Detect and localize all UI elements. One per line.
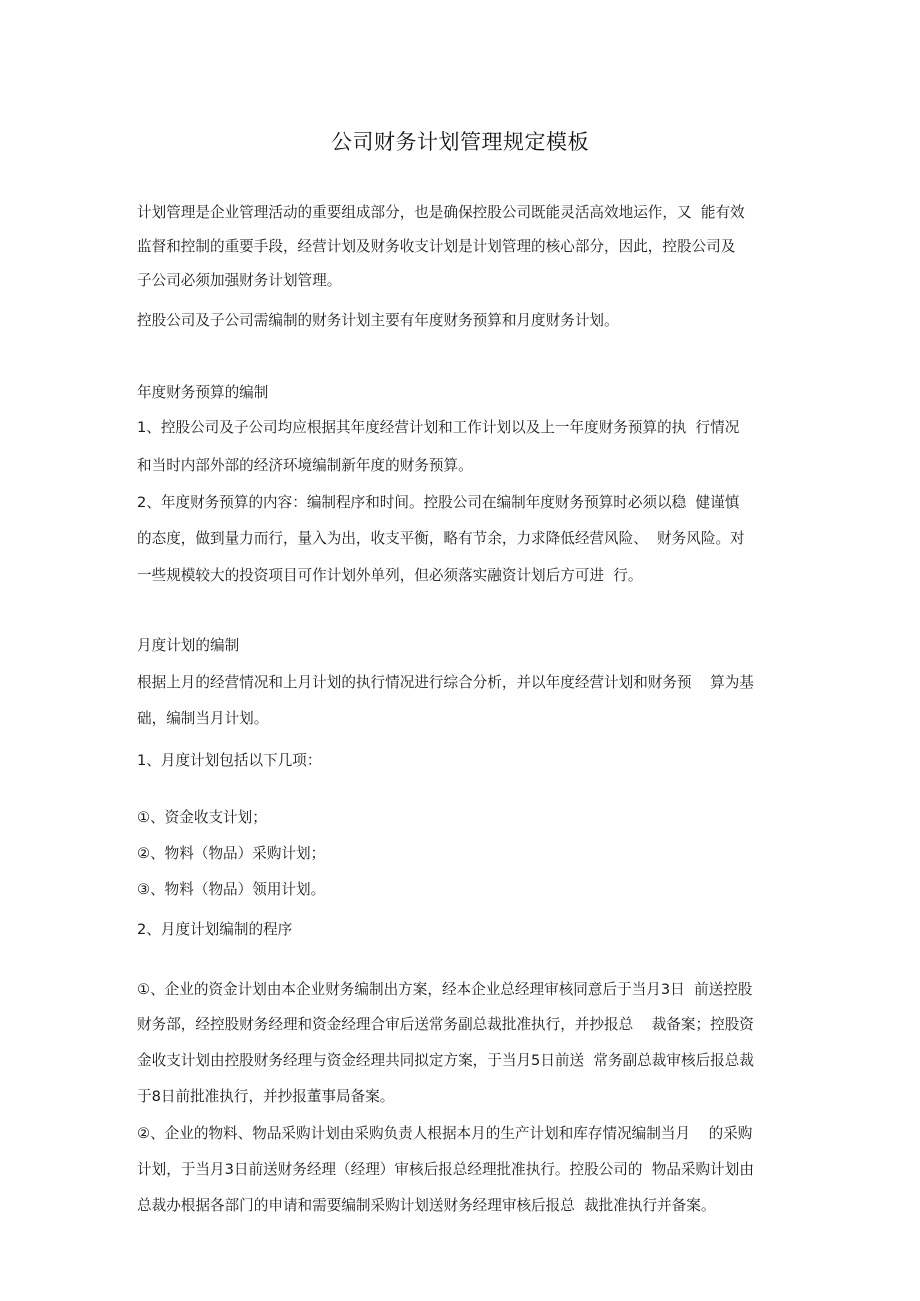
paragraph-line: 总裁办根据各部门的申请和需要编制采购计划送财务经理审核后报总 裁批准执行并备案。 (137, 1197, 716, 1214)
paragraph-line: 根据上月的经营情况和上月计划的执行情况进行综合分析，并以年度经营计划和财务预 算为基 (137, 674, 754, 691)
paragraph-line: 金收支计划由控股财务经理与资金经理共同拟定方案，于当月5日前送 常务副总裁审核后报总裁 (137, 1052, 754, 1069)
paragraph-line: 一些规模较大的投资项目可作计划外单列，但必须落实融资计划后方可进 行。 (137, 567, 643, 584)
paragraph-line: 1、控股公司及子公司均应根据其年度经营计划和工作计划以及上一年度财务预算的执 行情况 (137, 419, 740, 436)
list-heading: 2、月度计划编制的程序 (137, 921, 293, 938)
paragraph-line: 计划管理是企业管理活动的重要组成部分，也是确保控股公司既能灵活高效地运作，又 能有效 (137, 204, 745, 221)
paragraph-line: 财务部，经控股财务经理和资金经理合审后送常务副总裁批准执行，并抄报总 裁备案；控股资 (137, 1016, 754, 1033)
paragraph-line: 监督和控制的重要手段，经营计划及财务收支计划是计划管理的核心部分，因此，控股公司及 (137, 238, 736, 255)
section-heading: 月度计划的编制 (137, 637, 240, 654)
paragraph-line: 于8日前批准执行，并抄报董事局备案。 (137, 1088, 395, 1105)
document-title: 公司财务计划管理规定模板 (331, 130, 589, 154)
section-heading: 年度财务预算的编制 (137, 384, 269, 401)
paragraph-line: 础，编制当月计划。 (137, 710, 269, 727)
paragraph-line: 子公司必须加强财务计划管理。 (137, 272, 342, 289)
list-item: ②、物料（物品）采购计划； (137, 845, 326, 862)
paragraph-line: 的态度，做到量力而行，量入为出，收支平衡，略有节余，力求降低经营风险、 财务风险。对 (137, 530, 745, 547)
list-heading: 1、月度计划包括以下几项： (137, 752, 322, 769)
list-item: ③、物料（物品）领用计划。 (137, 881, 326, 898)
list-item: ①、资金收支计划； (137, 809, 267, 826)
paragraph-line: 和当时内部外部的经济环境编制新年度的财务预算。 (137, 457, 473, 474)
paragraph-line: ①、企业的资金计划由本企业财务编制出方案，经本企业总经理审核同意后于当月3日 前送控股 (137, 981, 753, 998)
paragraph-line: 2、年度财务预算的内容：编制程序和时间。控股公司在编制年度财务预算时必须以稳 健谨慎 (137, 494, 740, 511)
paragraph-line: 控股公司及子公司需编制的财务计划主要有年度财务预算和月度财务计划。 (137, 312, 619, 329)
paragraph-line: 计划，于当月3日前送财务经理（经理）审核后报总经理批准执行。控股公司的 物品采购计划由 (137, 1161, 754, 1178)
paragraph-line: ②、企业的物料、物品采购计划由采购负责人根据本月的生产计划和库存情况编制当月 的采购 (137, 1125, 753, 1142)
